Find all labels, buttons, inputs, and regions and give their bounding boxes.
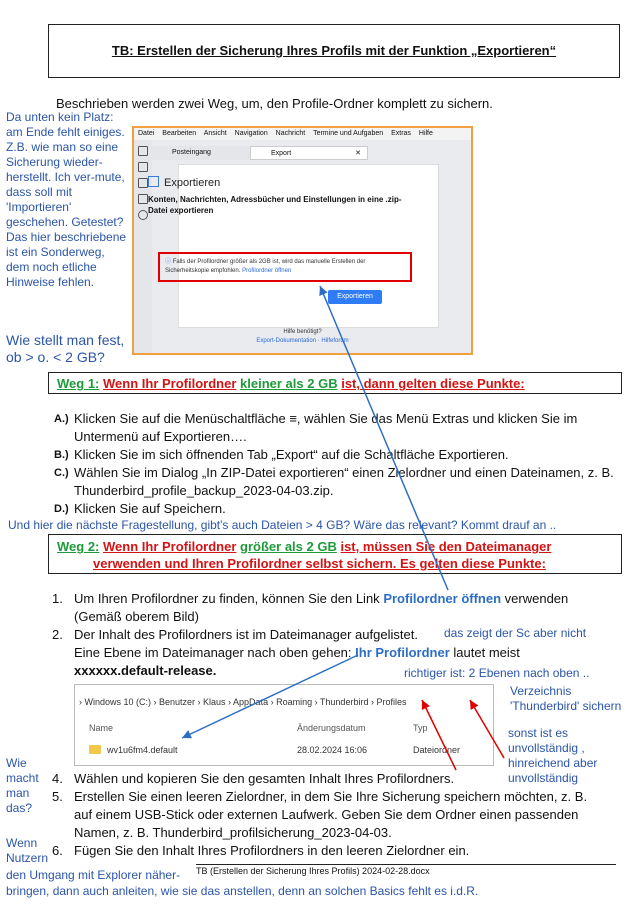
arrow-to-link xyxy=(320,286,448,590)
tb-help-links[interactable]: Export-Dokumentation · Hilfeforum xyxy=(256,338,349,344)
side-note-restore: Da unten kein Platz: am Ende fehlt einiges. Z.B. wie man so eine Sicherung wieder-herstellt. Ich ver-mute, dass soll mit 'Importieren' geschehen. Getestet? Das hier beschriebene ist ein Sonderweg, dem noch etliche Hinweise fehlen. xyxy=(6,110,127,289)
step-text: Der Inhalt des Profilordners ist im Dateimanager aufgelistet. xyxy=(74,627,418,642)
step-text: Klicken Sie im sich öffnenden Tab „Export“ auf die Schaltfläche Exportieren. xyxy=(74,447,509,462)
arrow-to-folder xyxy=(182,655,358,738)
note-two-levels: richtiger ist: 2 Ebenen nach oben .. xyxy=(404,666,590,680)
arrow-to-profiles xyxy=(470,700,504,758)
way1-part-c: ist, dann gelten diese Punkte: xyxy=(341,376,525,391)
intro-text: Beschrieben werden zwei Weg, um, den Profile-Ordner komplett zu sichern. xyxy=(56,96,493,111)
footer-text: TB (Erstellen der Sicherung Ihres Profils) 2024-02-28.docx xyxy=(196,866,430,876)
tb-warning-text: Falls der Profilordner größer als 2GB ist, wird das manuelle Erstellen der Sicherheitskopie empfohlen. xyxy=(165,259,366,274)
note-backup-thunderbird: Verzeichnis 'Thunderbird' sichern xyxy=(510,684,622,713)
folder-date: 28.02.2024 16:06 xyxy=(297,745,368,755)
way1-part-b: kleiner als 2 GB xyxy=(240,376,338,391)
note-explorer-1: den Umgang mit Explorer näher- xyxy=(6,868,181,882)
document-title: TB: Erstellen der Sicherung Ihres Profils mit der Funktion „Exportieren“ xyxy=(111,43,557,58)
tb-menu-navigation[interactable]: Navigation xyxy=(234,130,268,137)
step-text: Wählen Sie im Dialog „In ZIP-Datei exportieren“ einen Zielordner und einen Dateinamen, z. B. Thunderbird_profile_backup_2023-04-03.zip. xyxy=(74,465,614,498)
close-icon[interactable]: ✕ xyxy=(355,150,361,157)
step-number: 1. xyxy=(52,591,63,606)
open-profile-folder-ref: Profilordner öffnen xyxy=(383,591,502,606)
open-profile-folder-link[interactable]: Profilordner öffnen xyxy=(242,268,292,274)
step-text: Eine Ebene im Dateimanager nach oben gehen: xyxy=(74,645,352,660)
step-text: (Gemäß oberem Bild) xyxy=(74,609,199,624)
step-text: Klicken Sie auf Speichern. xyxy=(74,501,226,516)
folder-name: wv1u6fm4.default xyxy=(107,745,178,755)
tb-menu-datei[interactable]: Datei xyxy=(138,130,155,137)
step-text: Klicken Sie auf die Menüschaltfläche ≡, wählen Sie das Menü Extras und klicken Sie im Untermenü auf Exportieren…. xyxy=(74,411,578,444)
note-incomplete: sonst ist es unvollständig , hinreichend aber unvollständig xyxy=(508,726,598,785)
way2-part-a: Wenn Ihr Profilordner xyxy=(103,539,237,554)
tb-menu-termine[interactable]: Termine und Aufgaben xyxy=(313,130,384,137)
tb-help-question: Hilfe benötigt? xyxy=(283,329,322,335)
step-label: C.) xyxy=(54,467,69,479)
note-4gb: Und hier die nächste Fragestellung, gibt's auch Dateien > 4 GB? Wäre das relevant? Kommt drauf an .. xyxy=(8,518,557,532)
way2-prefix: Weg 2: xyxy=(57,539,100,554)
way2-part-c: ist, müssen Sie den Dateimanager xyxy=(340,539,552,554)
way1-prefix: Weg 1: xyxy=(57,376,100,391)
note-screenshot: das zeigt der Sc aber nicht xyxy=(444,626,587,640)
export-button[interactable]: Exportieren xyxy=(328,290,382,304)
step-number: 5. xyxy=(52,789,63,804)
tb-menu-extras[interactable]: Extras xyxy=(391,130,411,137)
note-users: Wenn Nutzern xyxy=(6,836,49,865)
step-text: Fügen Sie den Inhalt Ihres Profilordners in den leeren Zielordner ein. xyxy=(74,843,470,858)
tb-export-description: Konten, Nachrichten, Adressbücher und Einstellungen in eine .zip-Datei exportieren xyxy=(148,195,402,215)
step-label: B.) xyxy=(54,449,69,461)
step-label: A.) xyxy=(54,413,69,425)
tb-export-heading-text: Exportieren xyxy=(164,177,221,189)
step-label: D.) xyxy=(54,503,69,515)
tb-menu-hilfe[interactable]: Hilfe xyxy=(418,130,433,137)
way2-part-b: größer als 2 GB xyxy=(240,539,337,554)
explorer-address-bar[interactable]: › Windows 10 (C:) › Benutzer › Klaus › AppData › Roaming › Thunderbird › Profiles xyxy=(79,697,407,707)
info-icon: ⓘ xyxy=(165,259,172,265)
col-name[interactable]: Name xyxy=(89,723,114,733)
col-type[interactable]: Typ xyxy=(413,723,428,733)
side-note-size: Wie stellt man fest, ob > o. < 2 GB? xyxy=(6,332,125,365)
way1-part-a: Wenn Ihr Profilordner xyxy=(103,376,237,391)
note-explorer-2: bringen, dann auch anleiten, wie sie das anstellen, denn an solchen Basics fehlt es i.d.R. xyxy=(6,884,479,898)
step-number: 2. xyxy=(52,627,63,642)
arrow-to-thunderbird xyxy=(422,700,456,770)
tb-menu-nachricht[interactable]: Nachricht xyxy=(275,130,306,137)
step-text: Wählen und kopieren Sie den gesamten Inhalt Ihres Profilordners. xyxy=(74,771,455,786)
way2-heading-line2: verwenden und Ihren Profilordner selbst sichern. Es gelten diese Punkte: xyxy=(93,556,546,571)
step-number: 4. xyxy=(52,771,63,786)
note-how: Wie macht man das? xyxy=(6,756,39,815)
step-text: verwenden xyxy=(504,591,569,606)
tab-posteingang-label: Posteingang xyxy=(172,149,211,156)
col-date[interactable]: Änderungsdatum xyxy=(297,723,366,733)
folder-type: Dateiordner xyxy=(413,745,461,755)
step-text: lautet meist xyxy=(453,645,520,660)
step-text: xxxxxx.default-release. xyxy=(74,663,217,678)
tb-menu-ansicht[interactable]: Ansicht xyxy=(203,130,227,137)
profile-folder-ref: Ihr Profilordner xyxy=(355,645,450,660)
step-text: Erstellen Sie einen leeren Zielordner, in dem Sie Ihre Sicherung speichern möchten, z. B. auf einem USB-Stick oder externen Laufwerk. Geben Sie dem Ordner einen passenden Namen, z. B. Thunderbird_profilsicherung_2023-04-03. xyxy=(74,789,588,840)
tab-export-label: Export xyxy=(271,150,292,157)
tb-menu-bearbeiten[interactable]: Bearbeiten xyxy=(162,130,197,137)
step-number: 6. xyxy=(52,843,63,858)
step-text: Um Ihren Profilordner zu finden, können Sie den Link xyxy=(74,591,380,606)
